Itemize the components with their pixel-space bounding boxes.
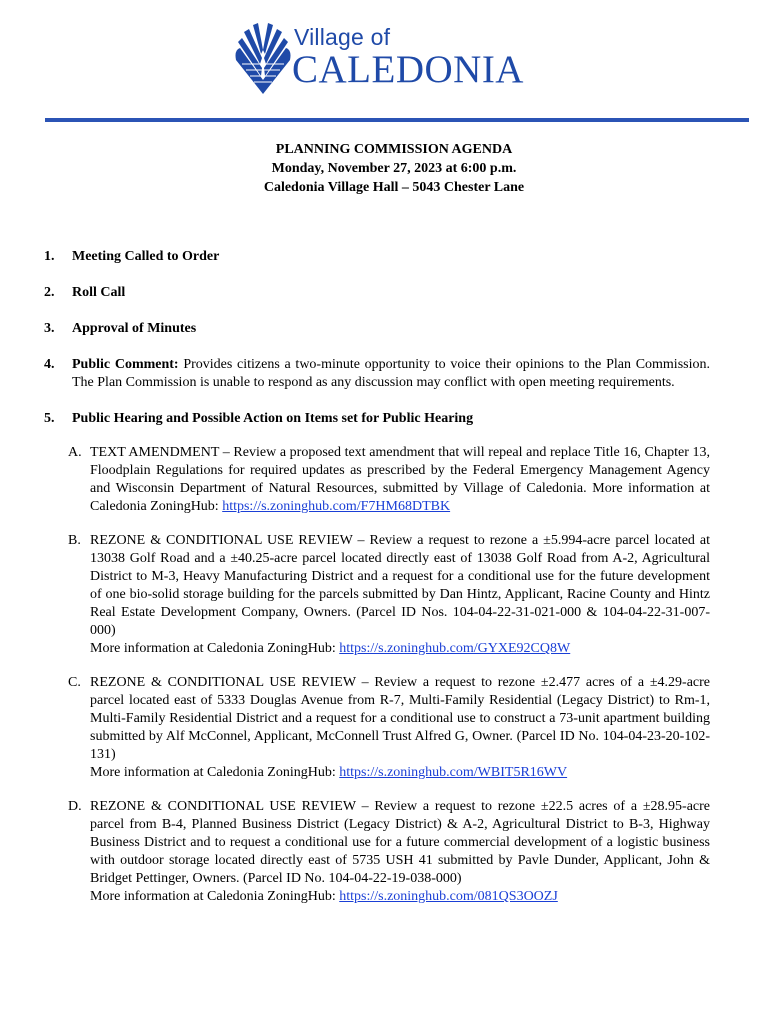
agenda-title: PLANNING COMMISSION AGENDA bbox=[275, 142, 513, 157]
item-number: 5. bbox=[44, 411, 55, 426]
item-number: 1. bbox=[44, 249, 55, 264]
item-number: 4. bbox=[44, 357, 55, 372]
more-info-label: More information at Caledonia ZoningHub: bbox=[90, 889, 336, 904]
agenda-item bbox=[44, 248, 710, 266]
item-number: 2. bbox=[44, 285, 55, 300]
caledonia-logo-mark-icon bbox=[232, 20, 294, 96]
item-title: Approval of Minutes bbox=[72, 321, 197, 336]
zoninghub-link[interactable]: https://s.zoninghub.com/F7HM68DTBK bbox=[222, 499, 451, 514]
item-title: Roll Call bbox=[72, 285, 126, 300]
meeting-date: Monday, November 27, 2023 at 6:00 p.m. bbox=[271, 161, 517, 176]
item-description: REZONE & CONDITIONAL USE REVIEW – Review a request to rezone ±2.477 acres of a ±4.29-acre parcel located east of 5333 Douglas Avenue from R-7, Multi-Family Residential (Legacy District) to Rm-1, Multi-Family Residential District and a request for a conditional use to construct a 73-unit apartment building submitted by Alf McConnel, Applicant, McConnell Trust Alfred G, Owner. (Parcel ID No. 104-04-23-20-102-131) bbox=[90, 675, 710, 762]
agenda-item bbox=[44, 356, 710, 392]
more-info-label: More information at Caledonia ZoningHub: bbox=[90, 765, 336, 780]
item-letter: D. bbox=[68, 799, 82, 814]
item-letter: B. bbox=[68, 533, 81, 548]
public-hearing-item bbox=[44, 674, 710, 782]
logo-line-2: CALEDONIA bbox=[292, 48, 524, 91]
public-hearing-item bbox=[44, 798, 710, 906]
agenda-item bbox=[44, 284, 710, 302]
agenda-items bbox=[44, 248, 710, 924]
item-title: Meeting Called to Order bbox=[72, 249, 220, 264]
agenda-item bbox=[44, 320, 710, 338]
item-title: Public Comment: bbox=[72, 357, 179, 372]
item-number: 3. bbox=[44, 321, 55, 336]
more-info-label: More information at Caledonia ZoningHub: bbox=[90, 641, 336, 656]
agenda-header bbox=[0, 140, 770, 197]
item-letter: A. bbox=[68, 445, 82, 460]
item-letter: C. bbox=[68, 675, 81, 690]
zoninghub-link[interactable]: https://s.zoninghub.com/WBIT5R16WV bbox=[339, 765, 568, 780]
item-description: REZONE & CONDITIONAL USE REVIEW – Review a request to rezone a ±5.994-acre parcel located at 13038 Golf Road and a ±40.25-acre parcel located directly east of 13038 Golf Road from A-2, Agricultural District to M-3, Heavy Manufacturing District and a request for a conditional use for the future development of one bio-solid storage building for the parcels submitted by Dan Hintz, Applicant, Racine County and Hintz Real Estate Development Company, Owners. (Parcel ID Nos. 104-04-22-31-021-000 & 104-04-22-31-007-000) bbox=[90, 533, 710, 638]
item-title: Public Hearing and Possible Action on Items set for Public Hearing bbox=[72, 411, 474, 426]
zoninghub-link[interactable]: https://s.zoninghub.com/081QS3OOZJ bbox=[339, 889, 558, 904]
item-description: REZONE & CONDITIONAL USE REVIEW – Review a request to rezone ±22.5 acres of a ±28.95-acre parcel from B-4, Planned Business District (Legacy District) & A-2, Agricultural District to B-3, Highway Business District and to request a conditional use for a future commercial development of a logistic business with outdoor storage located directly east of 5735 USH 41 submitted by Pavle Dunder, Applicant, John & Bridget Pettinger, Owners. (Parcel ID No. 104-04-22-19-038-000) bbox=[90, 799, 710, 886]
item-description: Provides citizens a two-minute opportunity to voice their opinions to the Plan Commission. The Plan Commission is unable to respond as any discussion may conflict with open meeting requirements. bbox=[72, 357, 710, 390]
logo-line-1: Village of bbox=[294, 24, 391, 50]
item-description: TEXT AMENDMENT – Review a proposed text amendment that will repeal and replace Title 16, Chapter 13, Floodplain Regulations for required updates as prescribed by the Federal Emergency Management Agency and Wisconsin Department of Natural Resources, submitted by Village of Caledonia. More information at Caledonia ZoningHub: bbox=[90, 445, 710, 514]
agenda-item bbox=[44, 410, 710, 906]
meeting-location: Caledonia Village Hall – 5043 Chester Lane bbox=[263, 180, 525, 195]
header-divider bbox=[45, 118, 749, 122]
zoninghub-link[interactable]: https://s.zoninghub.com/GYXE92CQ8W bbox=[339, 641, 571, 656]
public-hearing-item bbox=[44, 444, 710, 516]
public-hearing-item bbox=[44, 532, 710, 658]
village-logo bbox=[232, 20, 532, 100]
